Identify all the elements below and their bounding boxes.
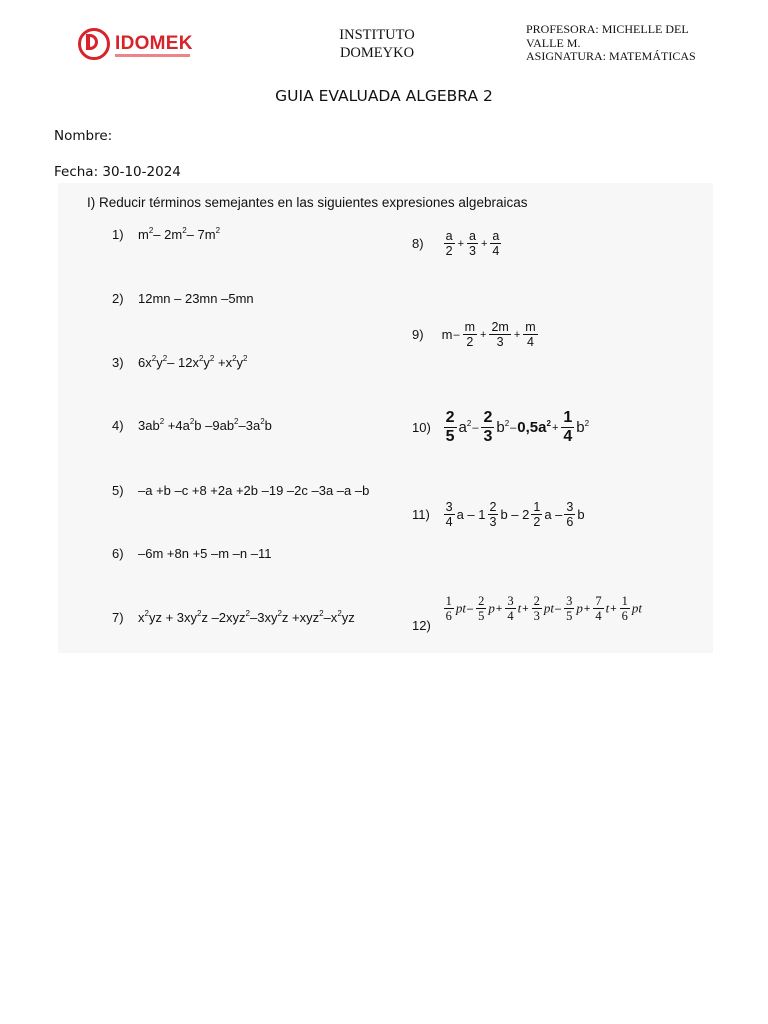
exercise-11: 11) $\frac{3}{4}$ a – 1 $\frac{2}{3}$ b – 2 $\frac{1}{2}$ a – $\frac{3}{6}$ b [412,500,585,529]
exercise-8: 8) $\frac{a}{2}$ + $\frac{a}{3}$ + $\frac{a}{4}$ [412,229,500,258]
exercise-6: 6) –6m +8n +5 –m –n –11 [112,546,272,561]
logo-text: IDOMEK [115,33,193,54]
professor-info: PROFESORA: MICHELLE DEL VALLE M. ASIGNATURA: MATEMÁTICAS [526,22,696,63]
idomek-logo [78,28,193,64]
exercise-12: 12) $\frac{1}{6}$ pt– $\frac{2}{5}$ p+ $\frac{3}{4}$ t+ $\frac{2}{3}$ pt– $\frac{3}{5}$ p+ $\frac{7}{4}$ t+ $\frac{1}{6}$ pt [412,594,642,633]
exercise-1: 1) $m^2-$ $2m^2-$ $7m^2$ [112,226,221,242]
exercise-2: 2) 12mn – 23mn –5mn [112,291,254,306]
exercise-10: 10) $\frac{2}{5}$ $a^2-$ $\frac{2}{3}$ $b^2-0,5a^2+$ $\frac{1}{4}$ $b^2$ [412,409,590,445]
institute-name: INSTITUTO DOMEYKO [339,27,415,61]
exercise-4: 4) $3ab^2 +4a^2b$ $-9ab^2-3a^2b$ [112,417,272,433]
exercise-5: 5) –a +b –c +8 +2a +2b –19 –2c –3a –a –b [112,483,370,498]
date-field: Fecha: 30-10-2024 [54,164,181,180]
logo-tagline-bar [115,54,190,57]
exercise-7: 7) $x^2yz + 3xy^2z$ $-2xyz^2-3xy^2z +xyz^2-x^2yz$ [112,609,355,625]
instruction-heading: I) Reducir términos semejantes en las siguientes expresiones algebraicas [87,195,528,210]
exercise-3: 3) $6x^2y^2-$ $12x^2y^2 +x^2y^2$ [112,354,248,370]
exercise-9: 9) m– $\frac{m}{2}$ + $\frac{2m}{3}$ + $\frac{m}{4}$ [412,320,536,349]
name-field: Nombre: [54,128,113,144]
page-title: GUIA EVALUADA ALGEBRA 2 [275,87,493,105]
